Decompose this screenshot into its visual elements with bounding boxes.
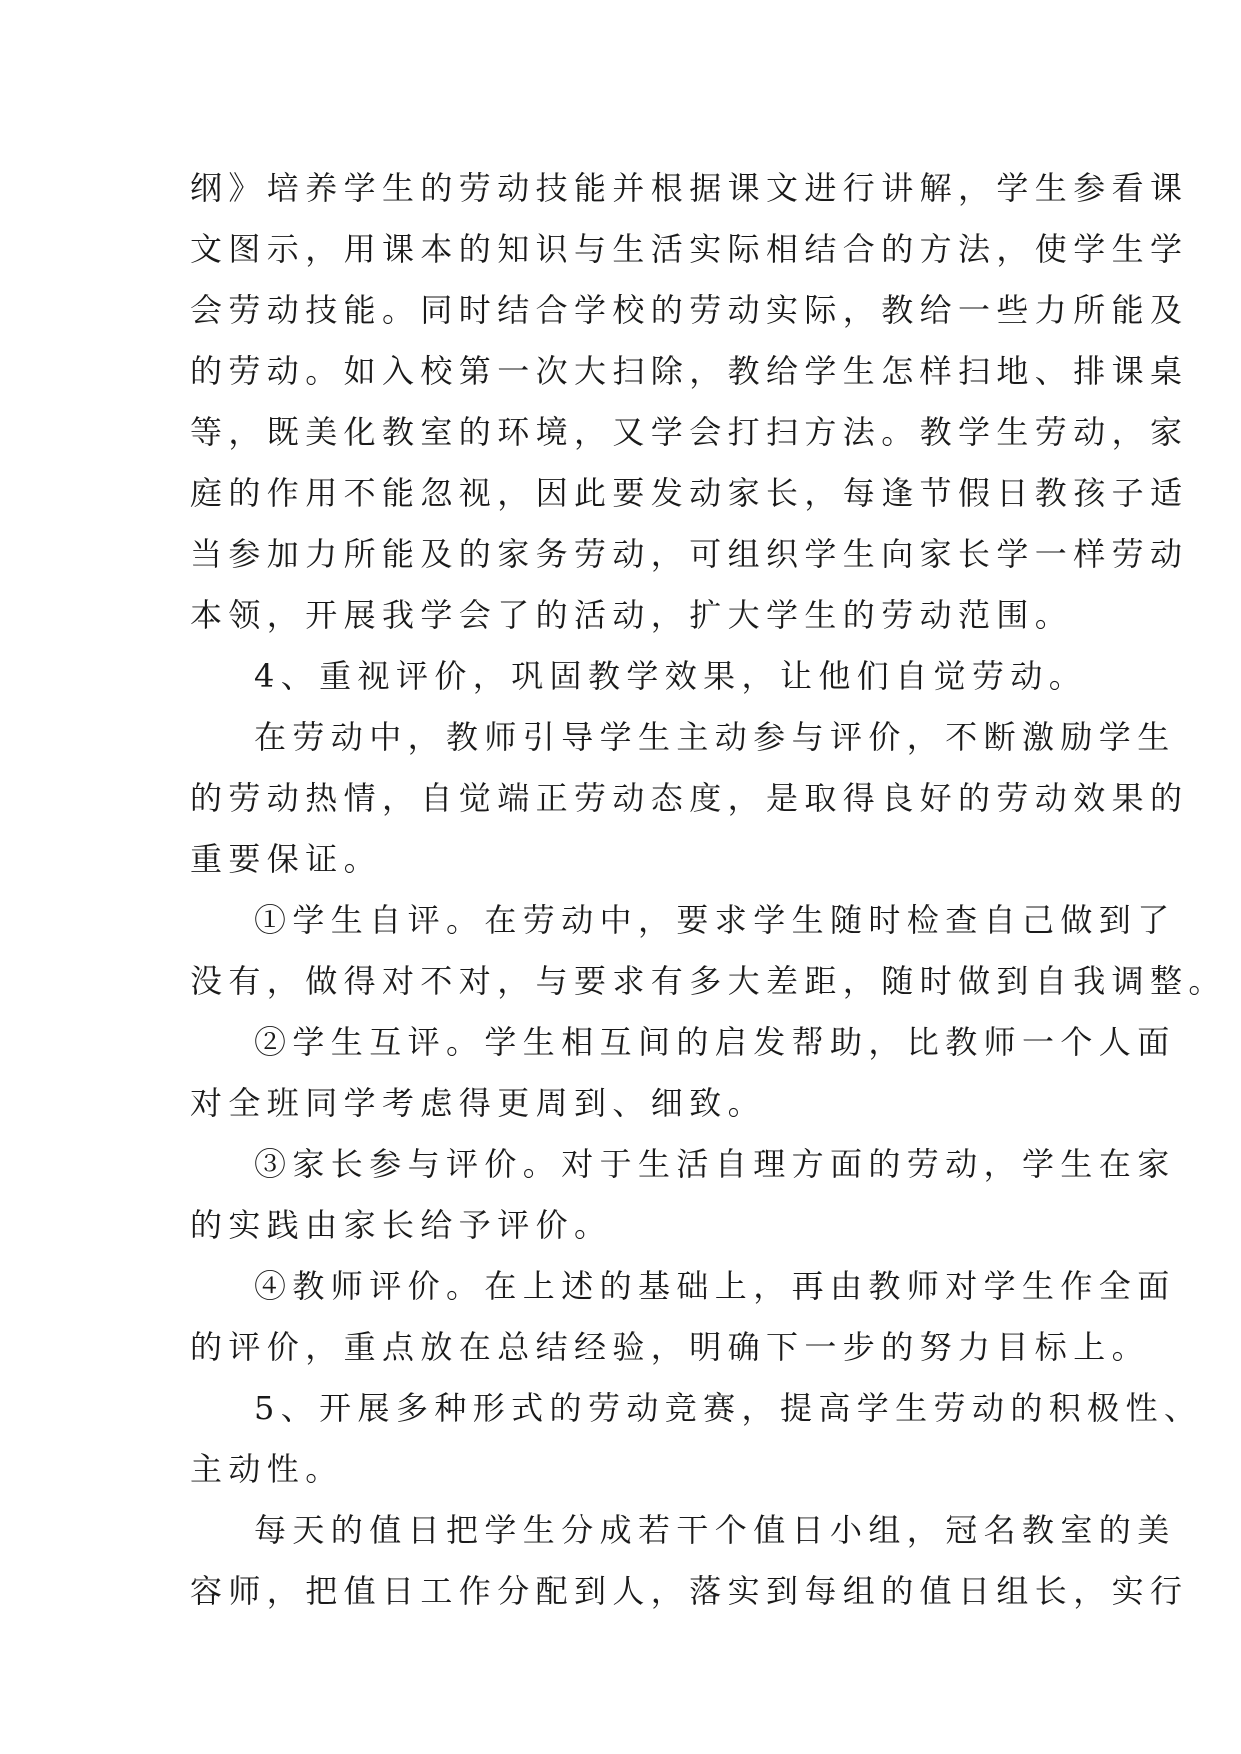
list-item: ①学生自评。在劳动中，要求学生随时检查自己做到了 (254, 901, 1176, 939)
text-line: 没有，做得对不对，与要求有多大差距，随时做到自我调整。 (190, 962, 1227, 1000)
section-heading: 5、开展多种形式的劳动竞赛，提高学生劳动的积极性、 (254, 1389, 1203, 1427)
text-line: 的劳动热情，自觉端正劳动态度，是取得良好的劳动效果的 (190, 779, 1189, 817)
text-line: 庭的作用不能忽视，因此要发动家长，每逢节假日教孩子适 (190, 474, 1189, 512)
text-line: 容师，把值日工作分配到人，落实到每组的值日组长，实行 (190, 1572, 1189, 1610)
text-line: 主动性。 (190, 1450, 344, 1488)
text-line: 的劳动。如入校第一次大扫除，教给学生怎样扫地、排课桌 (190, 352, 1189, 390)
list-item: ④教师评价。在上述的基础上，再由教师对学生作全面 (254, 1267, 1176, 1305)
text-line: 对全班同学考虑得更周到、细致。 (190, 1084, 767, 1122)
section-heading: 4、重视评价，巩固教学效果，让他们自觉劳动。 (254, 657, 1088, 695)
text-line: 当参加力所能及的家务劳动，可组织学生向家长学一样劳动 (190, 535, 1189, 573)
text-line: 的评价，重点放在总结经验，明确下一步的努力目标上。 (190, 1328, 1151, 1366)
list-item: ②学生互评。学生相互间的启发帮助，比教师一个人面 (254, 1023, 1176, 1061)
text-line: 等，既美化教室的环境，又学会打扫方法。教学生劳动，家 (190, 413, 1189, 451)
list-item: ③家长参与评价。对于生活自理方面的劳动，学生在家 (254, 1145, 1176, 1183)
text-line: 本领，开展我学会了的活动，扩大学生的劳动范围。 (190, 596, 1074, 634)
text-line: 会劳动技能。同时结合学校的劳动实际，教给一些力所能及 (190, 291, 1189, 329)
text-line: 每天的值日把学生分成若干个值日小组，冠名教室的美 (254, 1511, 1176, 1549)
body-text (190, 158, 1227, 1622)
text-line: 的实践由家长给予评价。 (190, 1206, 613, 1244)
text-line: 重要保证。 (190, 840, 383, 878)
text-line: 纲》培养学生的劳动技能并根据课文进行讲解，学生参看课 (190, 169, 1189, 207)
text-line: 文图示，用课本的知识与生活实际相结合的方法，使学生学 (190, 230, 1189, 268)
text-line: 在劳动中，教师引导学生主动参与评价，不断激励学生 (254, 718, 1176, 756)
